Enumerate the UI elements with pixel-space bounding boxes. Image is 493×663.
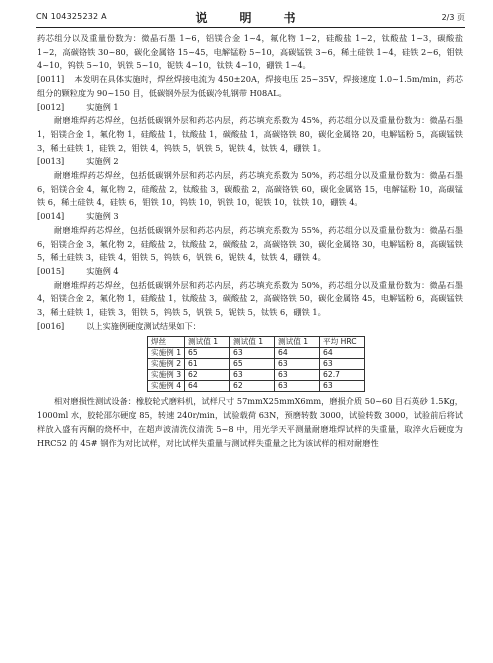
table-cell: 63 xyxy=(275,381,320,392)
table-cell: 63 xyxy=(230,370,275,381)
paragraph-tag: [0012] xyxy=(37,101,65,112)
paragraph-list xyxy=(37,32,463,333)
table-cell: 64 xyxy=(275,348,320,359)
hardness-table xyxy=(147,336,365,392)
hardness-table-wrapper xyxy=(147,336,463,392)
paragraph-text: 耐磨堆焊药芯焊丝，包括低碳钢外层和药芯内层，药芯填充系数为 50%，药芯组分以及重量份数为：微晶石墨 4，铝镁合金 2，氟化物 1，硅酸盐 1，钛酸盐 3，碳酸盐 2，高碳铬铁 50，碳化金属铬 45，电解锰粉 6，高碳锰铁 3，稀土硅铁 1，硅铁 3，钼铁 5，钨铁 5，钒铁 5，铌铁 5，钛铁 6，硼铁 1。 xyxy=(37,279,463,318)
paragraph-text: 耐磨堆焊药芯焊丝，包括低碳钢外层和药芯内层，药芯填充系数为 45%，药芯组分以及重量份数为：微晶石墨 1，铝镁合金 1，氟化物 1，硅酸盐 1，钛酸盐 1，碳酸盐 1，高碳铬铁 80，碳化金属铬 20，电解锰粉 5，高碳锰铁 3，稀土硅铁 1，硅铁 2，钼铁 4，钨铁 5，钒铁 5，铌铁 4，钛铁 4，硼铁 1。 xyxy=(37,115,463,153)
table-cell: 实施例 1 xyxy=(148,348,185,359)
table-row xyxy=(148,348,365,359)
table-body xyxy=(148,348,365,392)
paragraph-tag: [0011] xyxy=(37,74,65,85)
table-cell: 实施例 4 xyxy=(148,381,185,392)
paragraph xyxy=(37,101,463,115)
paragraph-text: 耐磨堆焊药芯焊丝，包括低碳钢外层和药芯内层，药芯填充系数为 55%，药芯组分以及重量份数为：微晶石墨 6，铝镁合金 3，氟化物 2，硅酸盐 2，钛酸盐 2，碳酸盐 2，高碳铬铁 30，碳化金属铬 30，电解锰粉 8，高碳锰铁 5，稀土硅铁 3，硅铁 4，钼铁 5，钨铁 6，钒铁 6，铌铁 4，钛铁 4，硼铁 4。 xyxy=(37,224,463,263)
table-header-cell: 测试值 1 xyxy=(185,337,230,348)
paragraph-text: 耐磨堆焊药芯焊丝，包括低碳钢外层和药芯内层，药芯填充系数为 50%，药芯组分以及重量份数为：微晶石墨 6，铝镁合金 4，氟化物 2，硅酸盐 2，钛酸盐 3，碳酸盐 2，高碳铬铁 60，碳化金属铬 15，电解锰粉 10，高碳锰铁 6，稀土硅铁 4，硅铁 6，钼铁 10，钨铁 10，钒铁 10，铌铁 10，钛铁 10，硼铁 4。 xyxy=(37,170,463,208)
table-header-cell: 平均 HRC xyxy=(320,337,365,348)
closing-paragraph: 相对磨损性测试设备：橡胶轮式磨料机，试样尺寸 57mmX25mmX6mm，磨损介质 50~60 目石英砂 1.5Kg，1000ml 水，胶轮邵尔硬度 85，转速 240r/min，试验载荷 63N，预磨转数 3000，试验转数 3000，试验前后将试样放入盛有丙酮的烧杯中，在超声波清洗仪清洗 5~8 中，用光学天平测量耐磨堆焊试样的失重量，取淬火后硬度为 HRC52 的 45# 钢作为对比试样，对比试样失重量与测试样失重量之比为该试样的相对耐磨性 xyxy=(37,396,463,448)
table-header-cell: 测试值 1 xyxy=(230,337,275,348)
paragraph-tag: [0016] xyxy=(37,320,65,331)
paragraph xyxy=(37,73,463,100)
table-cell: 实施例 2 xyxy=(148,359,185,370)
document-body xyxy=(37,32,463,450)
table-cell: 64 xyxy=(185,381,230,392)
paragraph-tag: [0013] xyxy=(37,156,65,167)
header-rule xyxy=(36,27,465,28)
section-heading: 实施例 1 xyxy=(86,101,119,112)
table-row xyxy=(148,381,365,392)
table-row xyxy=(148,370,365,381)
paragraph-tag: [0015] xyxy=(37,265,65,276)
paragraph xyxy=(37,320,463,334)
paragraph-tag: [0014] xyxy=(37,211,65,222)
table-cell: 62.7 xyxy=(320,370,365,381)
table-cell: 62 xyxy=(230,381,275,392)
table-cell: 64 xyxy=(320,348,365,359)
paragraph xyxy=(37,169,463,210)
section-heading: 以上实施例硬度测试结果如下： xyxy=(86,320,201,331)
table-cell: 63 xyxy=(230,348,275,359)
table-cell: 65 xyxy=(185,348,230,359)
paragraph xyxy=(37,32,463,73)
table-header-cell: 焊丝 xyxy=(148,337,185,348)
table-cell: 63 xyxy=(275,370,320,381)
table-cell: 62 xyxy=(185,370,230,381)
paragraph xyxy=(37,114,463,155)
paragraph xyxy=(37,279,463,320)
paragraph xyxy=(37,265,463,279)
table-cell: 65 xyxy=(230,359,275,370)
section-heading: 实施例 3 xyxy=(86,211,119,222)
page-header xyxy=(36,8,465,26)
paragraph-text: 药芯组分以及重量份数为：微晶石墨 1~6，铝镁合金 1~4，氟化物 1~2，硅酸盐 1~2，钛酸盐 1~3，碳酸盐 1~2，高碳铬铁 30~80，碳化金属铬 15~45，电解锰粉 5~10，高碳锰铁 3~6，稀土硅铁 1~4，硅铁 2~6，钼铁 4~10，钨铁 5~10，钒铁 5~10，铌铁 4~10，钛铁 4~10，硼铁 1~4。 xyxy=(37,33,463,71)
page-number: 2/3 页 xyxy=(441,13,465,22)
table-cell: 63 xyxy=(320,359,365,370)
table-cell: 63 xyxy=(275,359,320,370)
table-header-cell: 测试值 1 xyxy=(275,337,320,348)
document-number: CN 104325232 A xyxy=(36,12,107,21)
paragraph xyxy=(37,210,463,224)
table-cell: 61 xyxy=(185,359,230,370)
section-heading: 实施例 2 xyxy=(86,156,119,167)
document-title: 说 明 书 xyxy=(195,11,306,25)
table-row xyxy=(148,359,365,370)
paragraph xyxy=(37,155,463,169)
section-heading: 实施例 4 xyxy=(86,265,119,276)
table-header-row xyxy=(148,337,365,348)
paragraph-text: 本发明在具体实施时，焊丝焊接电流为 450±20A，焊接电压 25~35V，焊接速度 1.0~1.5m/min，药芯组分的颗粒度为 90~150 目，低碳钢外层为低碳冷轧钢带 H08AL。 xyxy=(37,74,463,98)
paragraph xyxy=(37,224,463,265)
table-cell: 63 xyxy=(320,381,365,392)
table-cell: 实施例 3 xyxy=(148,370,185,381)
